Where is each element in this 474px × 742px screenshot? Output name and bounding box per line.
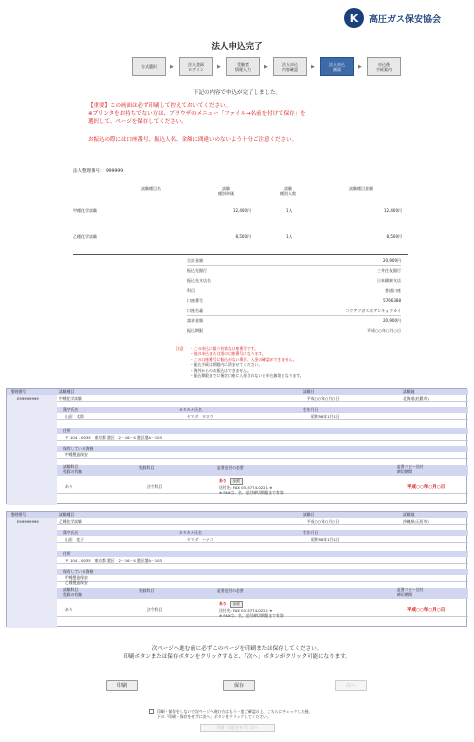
- cert-reference-button[interactable]: 参照: [230, 478, 243, 485]
- summary-people: 1人: [286, 234, 293, 239]
- subject2-value: 法令科目: [147, 484, 163, 489]
- registration-number: [73, 168, 408, 174]
- detail-left-band: [7, 395, 57, 505]
- subject-value: あり: [65, 607, 73, 612]
- completion-message: 下記の内容で申込が完了しました。: [192, 90, 281, 96]
- total-value: 普通口座: [385, 288, 401, 293]
- subject2-label: 免除科目: [139, 588, 155, 593]
- exam-name-label: 試験種目: [59, 389, 75, 394]
- kana-value: ヤマダ ハナコ: [187, 537, 214, 542]
- note-line: ・他の申込または別の口座番号になります。: [190, 351, 266, 357]
- birth-value: 昭和58年1月1日: [311, 414, 340, 419]
- name-label: 漢字氏名: [63, 530, 79, 535]
- total-label: 請求金額: [187, 318, 203, 323]
- cert-line: 送付先: FAX 03-5774-0221 ※: [219, 608, 273, 613]
- total-value: 20,900円: [383, 318, 401, 323]
- subject-value: あり: [65, 484, 73, 489]
- step-arrow-icon: ▶: [217, 63, 221, 70]
- detail-header-band: [7, 389, 468, 395]
- reg-no-value: E99999999: [17, 519, 39, 524]
- license-label: 保有している資格: [63, 569, 94, 574]
- venue-label: 試験地: [403, 512, 415, 517]
- birth-value: 昭和58年1月1日: [311, 537, 340, 542]
- reg-no-value: E99999999: [17, 396, 39, 401]
- col-fee-header: 試験 種別単価: [218, 186, 234, 196]
- cert-label: 証書送付の必要: [217, 465, 244, 470]
- birth-label: 生年月日: [303, 530, 319, 535]
- deadline-value: 平成○○年○月○日: [407, 608, 446, 613]
- total-value: 20,900円: [383, 258, 401, 263]
- transfer-warning: お振込の際には口座番号、振込人名、金額に間違いのないよう十分ご注意ください。: [88, 137, 298, 143]
- summary-exam: 甲種化学試験: [73, 208, 97, 213]
- reg-no-label: 整理番号: [11, 389, 27, 394]
- skip-print-checkbox[interactable]: [149, 709, 154, 714]
- progress-step: 法人申込 画面: [320, 57, 354, 76]
- total-value: コウアツガスホアンキョウカイ: [345, 308, 401, 313]
- step-arrow-icon: ▶: [311, 63, 315, 70]
- registration-value: 999999: [105, 169, 124, 174]
- subject2-value: 法令科目: [147, 607, 163, 612]
- note-line: ・振込期限までに指定口座に入金されないと申込無効となります。: [190, 373, 304, 379]
- total-divider: [187, 315, 401, 316]
- detail-gridline: [57, 458, 468, 459]
- total-label: 振込先銀行: [187, 268, 207, 273]
- skip-print-button[interactable]: 印刷・保存をせずに次へ: [200, 724, 275, 732]
- name-value: 山田 花子: [65, 537, 84, 542]
- detail-license-band: [57, 446, 468, 452]
- print-reminder-line: 次ページへ進む前に必ずこのページを印刷または保存してください。: [151, 646, 323, 652]
- notes-block: [176, 346, 304, 379]
- print-button[interactable]: 印刷: [106, 680, 138, 691]
- address-value: 〒 104 - 0035 東京都 港区 2－16－4 港区港A－103: [65, 558, 162, 563]
- brand-logo: [344, 7, 441, 29]
- exam-name-value: 乙種化学試験: [59, 519, 82, 524]
- detail-gridline: [57, 581, 468, 582]
- subject-label: 試験科目 免除の有無: [63, 587, 82, 597]
- detail-name-band: [57, 530, 468, 536]
- page-title: 法人申込完了: [211, 42, 263, 52]
- subject-label: 試験科目 免除の有無: [63, 464, 82, 474]
- summary-people: 1人: [286, 208, 293, 213]
- deadline-label: 証書コピー送付 締切期間: [397, 464, 424, 474]
- total-label: 口座名義: [187, 308, 203, 313]
- detail-gridline: [57, 542, 468, 543]
- reg-no-label: 整理番号: [11, 512, 27, 517]
- skip-checkbox-line: 下の「印刷・保存をせずに次へ」ボタンをクリックしてください。: [157, 714, 271, 719]
- license-value: 甲種製造保安 乙種製造保安: [65, 575, 88, 585]
- important-warning: [88, 102, 306, 126]
- kana-value: ヤマダ タロウ: [187, 414, 214, 419]
- applicant-detail-card: [6, 388, 467, 504]
- detail-name-band: [57, 407, 468, 413]
- notes-label: 注意: [176, 346, 184, 351]
- address-label: 住所: [63, 428, 71, 433]
- kana-label: カタカナ氏名: [179, 530, 202, 535]
- total-label: 科目: [187, 288, 195, 293]
- name-label: 漢字氏名: [63, 407, 79, 412]
- progress-step: 申込後 手続案内: [367, 57, 401, 76]
- registration-label: 法人整理番号：: [73, 169, 105, 174]
- warning-line: 【重要】この画面は必ず印刷して控えておいてください。: [88, 103, 232, 109]
- exam-day-label: 試験日: [303, 389, 315, 394]
- total-value: 日本橋東支店: [377, 278, 401, 283]
- detail-address-band: [57, 551, 468, 557]
- khk-logo-icon: K: [344, 8, 364, 28]
- deadline-label: 証書コピー送付 締切期間: [397, 587, 424, 597]
- step-arrow-icon: ▶: [264, 63, 268, 70]
- total-divider: [187, 265, 401, 266]
- birth-label: 生年月日: [303, 407, 319, 412]
- total-label: 口座番号: [187, 298, 203, 303]
- summary-fee: 12,400円: [233, 208, 251, 213]
- next-button[interactable]: 次へ: [335, 680, 367, 691]
- address-value: 〒 104 - 0035 東京都 港区 2－16－4 港区港A－103: [65, 435, 162, 440]
- warning-line: ※プリンタをお持ちでない方は、ブラウザのメニュー「ファイル→名前を付けて保存」を: [88, 111, 306, 117]
- cert-reference-button[interactable]: 参照: [230, 601, 243, 608]
- applicant-detail-card: [6, 511, 467, 627]
- exam-name-label: 試験種目: [59, 512, 75, 517]
- exam-day-value: 平成○○年○月○日: [307, 396, 340, 401]
- print-reminder: [0, 645, 474, 661]
- brand-name: 高圧ガス保安協会: [369, 14, 442, 25]
- summary-exam: 乙種化学試験: [73, 234, 97, 239]
- total-label: 振込期限: [187, 328, 203, 333]
- step-arrow-icon: ▶: [358, 63, 362, 70]
- detail-header-band: [7, 512, 468, 518]
- save-button[interactable]: 保存: [223, 680, 255, 691]
- deadline-value: 平成○○年○月○日: [407, 485, 446, 490]
- summary-divider: [73, 254, 408, 255]
- exam-day-label: 試験日: [303, 512, 315, 517]
- subject2-label: 免除科目: [139, 465, 155, 470]
- note-line: ・この申込に限り有効な口座番号です。: [190, 346, 259, 351]
- total-value: 平成○○年○月○日: [367, 328, 401, 333]
- venue-value: 沖縄県(石垣市): [403, 519, 429, 524]
- exam-name-value: 甲種化学試験: [59, 396, 82, 401]
- cert-line: ※ FAXは、名、送付締切期限まで有効: [219, 490, 284, 495]
- progress-step: 法人申込 内容確認: [273, 57, 307, 76]
- cert-line: 送付先: FAX 03-5774-0221 ※: [219, 485, 273, 490]
- license-value: 甲種製造保安: [65, 452, 88, 457]
- license-label: 保有している資格: [63, 446, 94, 451]
- col-amount-header: 試験種目金額: [349, 186, 373, 191]
- name-value: 山田 太郎: [65, 414, 84, 419]
- skip-checkbox-row: [149, 709, 312, 719]
- col-people-header: 試験 種別人数: [280, 186, 296, 196]
- note-line: ・海外からのお振込はできません。: [190, 367, 251, 373]
- detail-license-band: [57, 569, 468, 575]
- cert-line: ※ FAXは、名、送付締切期限まで有効: [219, 613, 284, 618]
- venue-value: 北海道(札幌市): [403, 396, 429, 401]
- note-line: ・この口座番号に振込がない場合、入金の確認ができません。: [190, 356, 297, 362]
- total-value: 三井住友銀行: [377, 268, 401, 273]
- print-reminder-line: 印刷ボタンまたは保存ボタンをクリックすると、「次へ」ボタンがクリック可能になります。: [123, 654, 351, 660]
- venue-label: 試験地: [403, 389, 415, 394]
- step-arrow-icon: ▶: [170, 63, 174, 70]
- detail-left-band: [7, 518, 57, 628]
- note-line: ・振込手続は期限内に済ませてください。: [190, 362, 263, 368]
- col-exam-header: 試験種目名: [141, 186, 161, 191]
- summary-amount: 8,500円: [386, 234, 402, 239]
- progress-step: 法人登録 ログイン: [179, 57, 213, 76]
- progress-step: 受験者 情報入力: [226, 57, 260, 76]
- total-label: 合計金額: [187, 258, 203, 263]
- detail-gridline: [57, 419, 468, 420]
- address-label: 住所: [63, 551, 71, 556]
- detail-address-band: [57, 428, 468, 434]
- summary-amount: 12,400円: [384, 208, 402, 213]
- total-label: 振込先支店名: [187, 278, 211, 283]
- cert-note: [219, 478, 243, 485]
- total-value: 5766388: [383, 298, 401, 303]
- progress-step: 方式選択: [132, 57, 166, 76]
- skip-checkbox-line: 印刷・保存をしないで次ページへ進む方はもう一度ご確認の上、こちらにチェックした後、: [157, 709, 313, 714]
- summary-fee: 8,500円: [235, 234, 251, 239]
- cert-note: [219, 601, 243, 608]
- cert-note-value: あり: [219, 478, 227, 483]
- kana-label: カタカナ氏名: [179, 407, 202, 412]
- skip-checkbox-label: [157, 709, 312, 719]
- cert-note-value: あり: [219, 601, 227, 606]
- cert-label: 証書送付の必要: [217, 588, 244, 593]
- progress-steps: [132, 57, 401, 76]
- exam-day-value: 平成○○年○月○日: [307, 519, 340, 524]
- warning-line: 選択して、ページを保存してください。: [88, 119, 187, 125]
